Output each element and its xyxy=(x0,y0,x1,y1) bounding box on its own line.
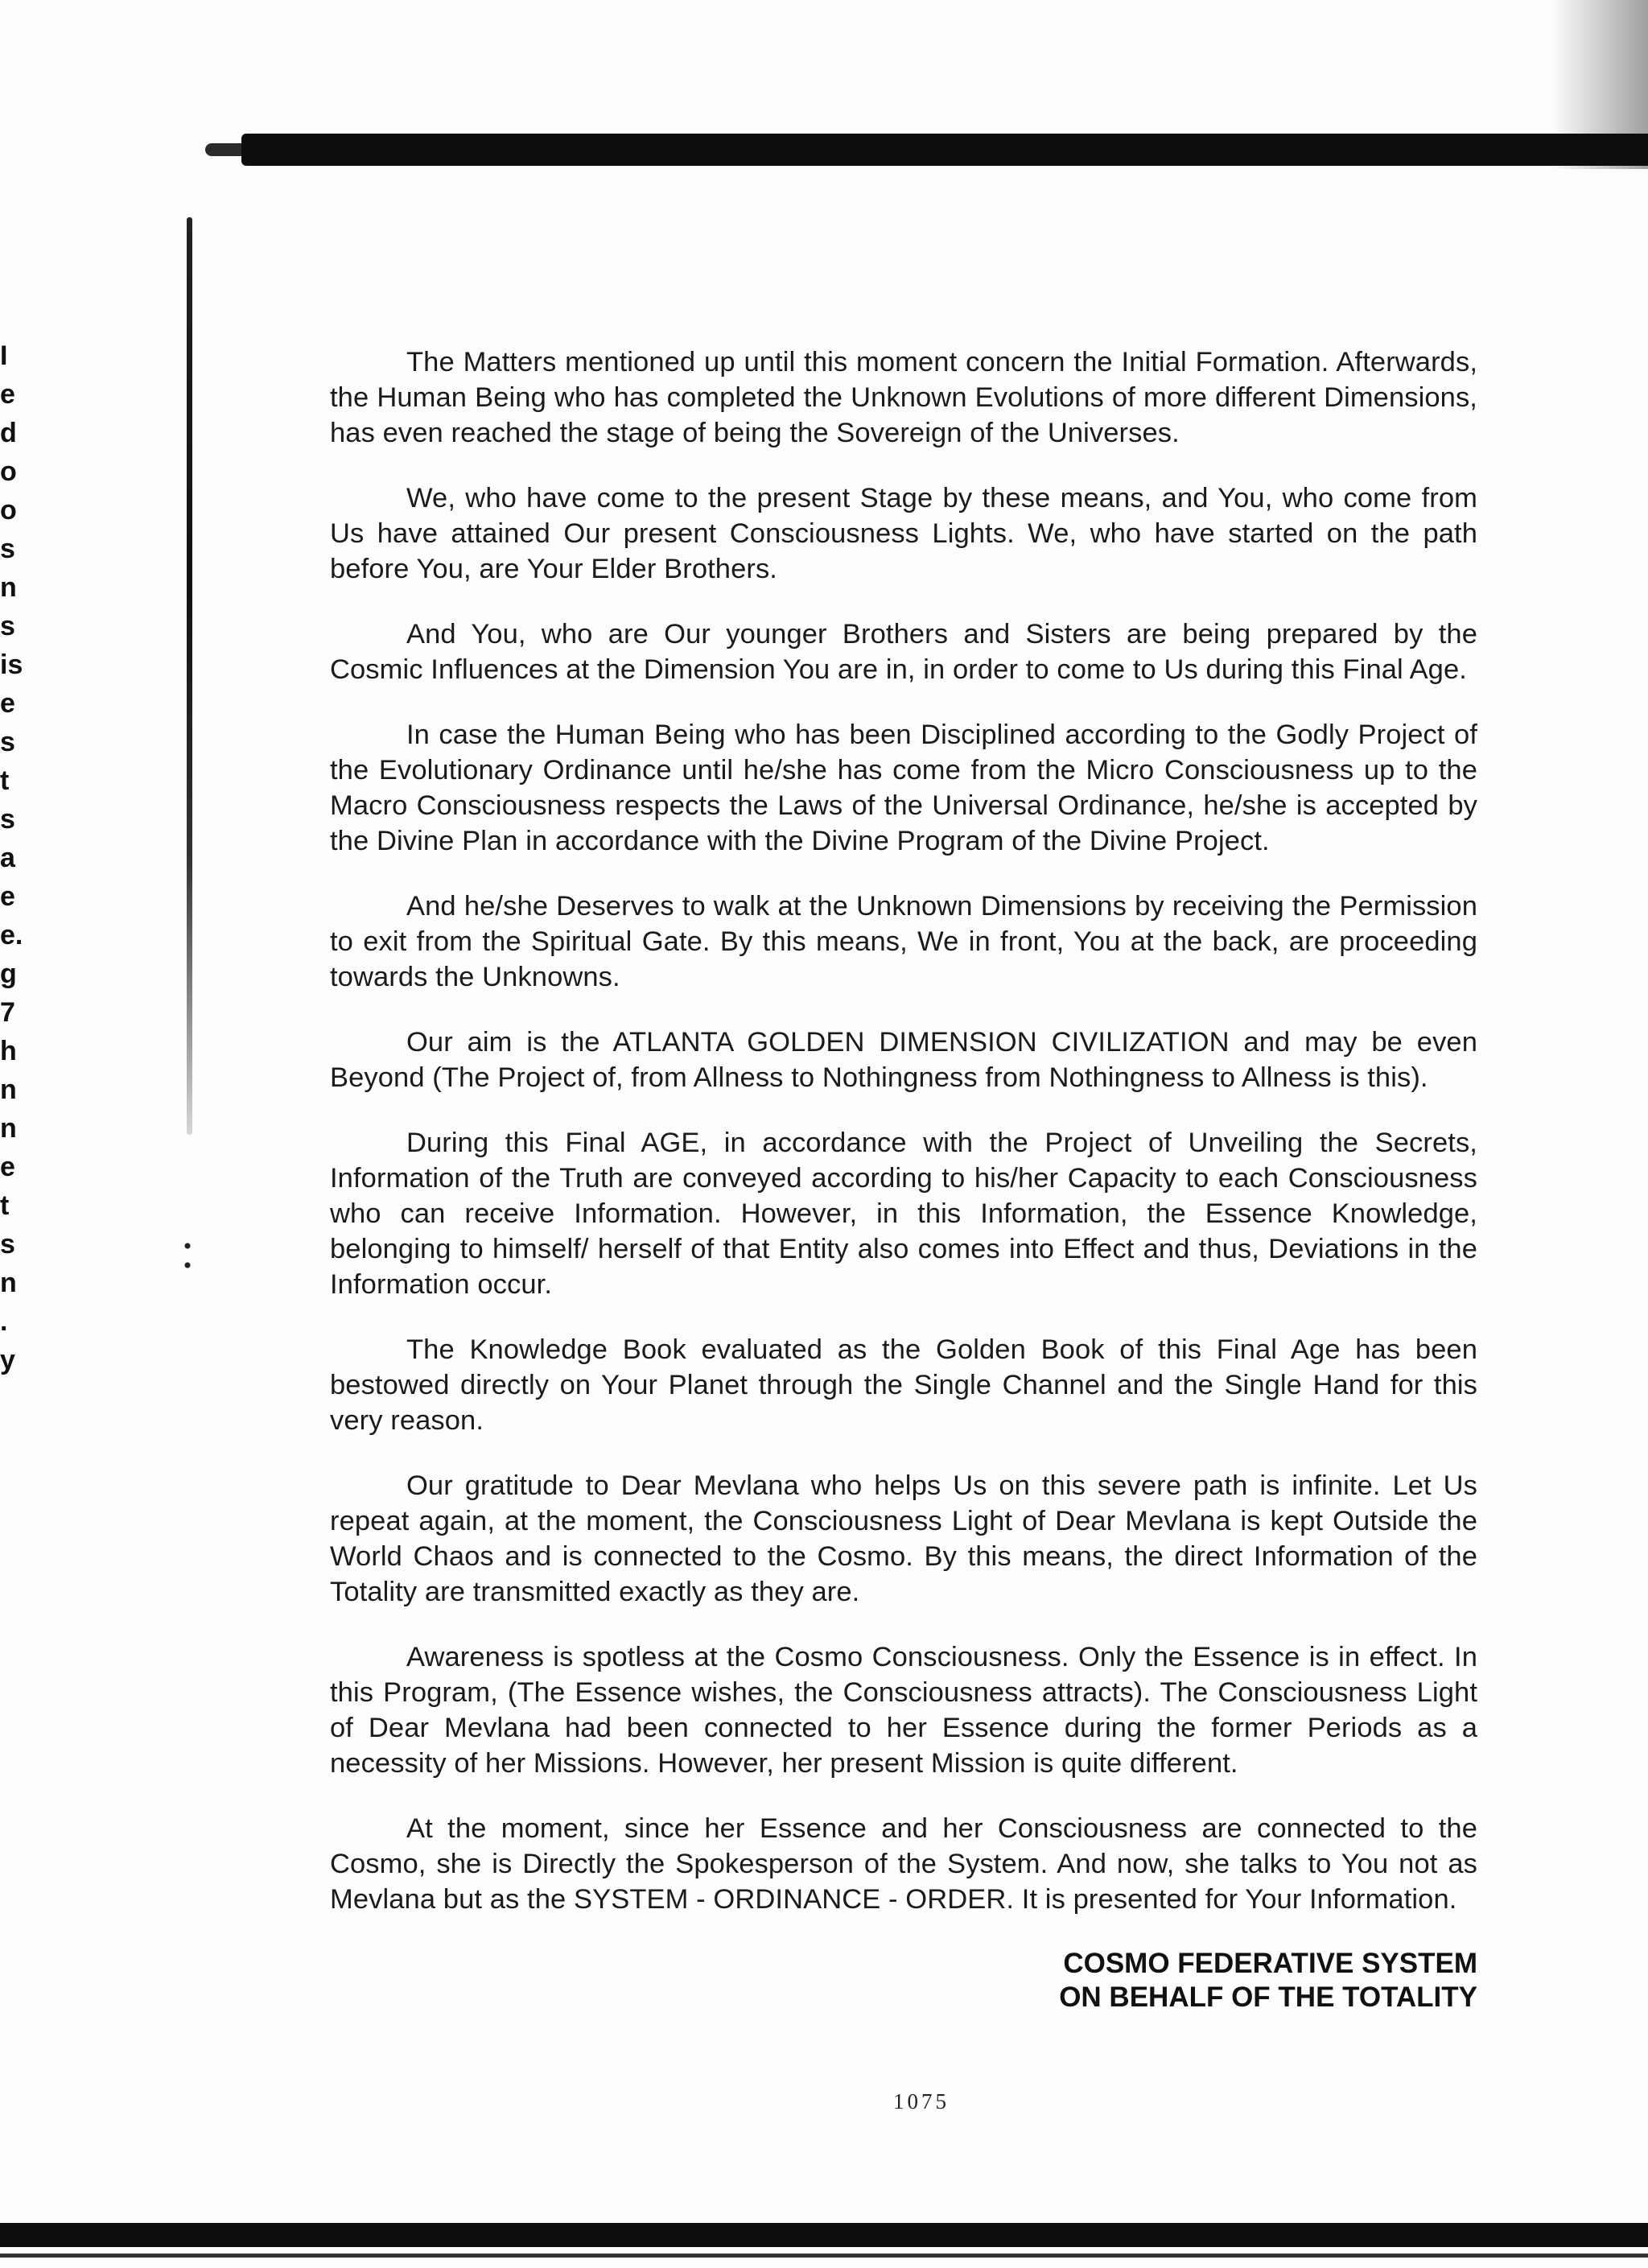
bleed-fragment: t xyxy=(0,1190,10,1221)
scan-binding-line xyxy=(187,217,192,1135)
scan-top-edge-bar xyxy=(241,134,1648,166)
scan-bottom-edge-line xyxy=(0,2254,1648,2258)
paragraph-11: At the moment, since her Essence and her Consciousness are connected to the Cosmo, she is Directly the Spokesperson of the System. And now, she talks to You not as Mevlana but as the SYSTEM - ORDINANCE - ORDER. It is presented for Your Information. xyxy=(330,1813,1477,1915)
scan-binding-dots xyxy=(183,1239,192,1272)
bleed-fragment: n xyxy=(0,1074,17,1105)
paragraph-8: The Knowledge Book evaluated as the Golden Book of this Final Age has been bestowed directly on Your Planet through the Single Channel and the Single Hand for this very reason. xyxy=(330,1334,1477,1436)
bleed-fragment: I xyxy=(0,340,8,371)
bleed-fragment: e xyxy=(0,688,15,719)
paragraph-3: And You, who are Our younger Brothers and Sisters are being prepared by the Cosmic Influences at the Dimension You are in, in order to come to Us during this Final Age. xyxy=(330,619,1477,685)
paragraph-2: We, who have come to the present Stage by these means, and You, who come from Us have attained Our present Consciousness Lights. We, who have started on the path before You, are Your Elder Brothers. xyxy=(330,483,1477,584)
bleed-fragment: e xyxy=(0,881,15,912)
paragraph-5: And he/she Deserves to walk at the Unknown Dimensions by receiving the Permission to exit from the Spiritual Gate. By this means, We in front, You at the back, are proceeding towards the Unknowns. xyxy=(330,891,1477,992)
facing-page-bleed xyxy=(0,338,24,1787)
bleed-fragment: n xyxy=(0,572,17,603)
page-body xyxy=(330,344,1477,2014)
scan-bottom-edge-bar xyxy=(0,2223,1648,2247)
signature-line-1: COSMO FEDERATIVE SYSTEM xyxy=(1063,1948,1477,1979)
bleed-fragment: e. xyxy=(0,920,23,950)
bleed-fragment: e xyxy=(0,1152,15,1182)
bleed-fragment: n xyxy=(0,1268,17,1298)
bleed-fragment: d xyxy=(0,418,17,448)
bleed-fragment: s xyxy=(0,727,15,757)
bleed-fragment: s xyxy=(0,611,15,641)
bleed-fragment: t xyxy=(0,765,10,796)
paragraph-1: The Matters mentioned up until this moment concern the Initial Formation. Afterwards, the Human Being who has completed the Unknown Evolutions of more different Dimensions, has even reached the stage of being the Sovereign of the Universes. xyxy=(330,347,1477,448)
paragraph-7: During this Final AGE, in accordance with the Project of Unveiling the Secrets, Information of the Truth are conveyed according to his/her Capacity to each Consciousness who can receive Information. However, in this Information, the Essence Knowledge, belonging to himself/ herself of that Entity also comes into Effect and thus, Deviations in the Information occur. xyxy=(330,1128,1477,1300)
paragraph-4: In case the Human Being who has been Disciplined according to the Godly Project of the Evolutionary Ordinance until he/she has come from the Micro Consciousness up to the Macro Consciousness respects the Laws of the Universal Ordinance, he/she is accepted by the Divine Plan in accordance with the Divine Program of the Divine Project. xyxy=(330,720,1477,856)
bleed-fragment: is xyxy=(0,649,23,680)
bleed-fragment: h xyxy=(0,1036,17,1066)
bleed-fragment: n xyxy=(0,1113,17,1144)
bleed-fragment: . xyxy=(0,1306,8,1337)
bleed-fragment: 7 xyxy=(0,997,15,1028)
bleed-fragment: o xyxy=(0,456,17,487)
bleed-fragment: o xyxy=(0,495,17,526)
bleed-fragment: e xyxy=(0,379,15,410)
signature-block xyxy=(330,1947,1477,2014)
bleed-fragment: a xyxy=(0,843,15,873)
bleed-fragment: y xyxy=(0,1345,15,1375)
bleed-fragment: s xyxy=(0,534,15,564)
paragraph-10: Awareness is spotless at the Cosmo Consciousness. Only the Essence is in effect. In this Program, (The Essence wishes, the Consciousness attracts). The Consciousness Light of Dear Mevlana had been connected to her Essence during the former Periods as a necessity of her Missions. However, her present Mission is quite different. xyxy=(330,1642,1477,1779)
bleed-fragment: s xyxy=(0,1229,15,1260)
signature-line-2: ON BEHALF OF THE TOTALITY xyxy=(1059,1981,1477,2013)
page-number: 1075 xyxy=(893,2089,950,2113)
paragraph-9: Our gratitude to Dear Mevlana who helps Us on this severe path is infinite. Let Us repeat again, at the moment, the Consciousness Light of Dear Mevlana is kept Outside the World Chaos and is connected to the Cosmo. By this means, the direct Information of the Totality are transmitted exactly as they are. xyxy=(330,1470,1477,1607)
bleed-fragment: g xyxy=(0,959,17,989)
bleed-fragment: s xyxy=(0,804,15,835)
paragraph-6: Our aim is the ATLANTA GOLDEN DIMENSION CIVILIZATION and may be even Beyond (The Project of, from Allness to Nothingness from Nothingness to Allness is this). xyxy=(330,1027,1477,1093)
